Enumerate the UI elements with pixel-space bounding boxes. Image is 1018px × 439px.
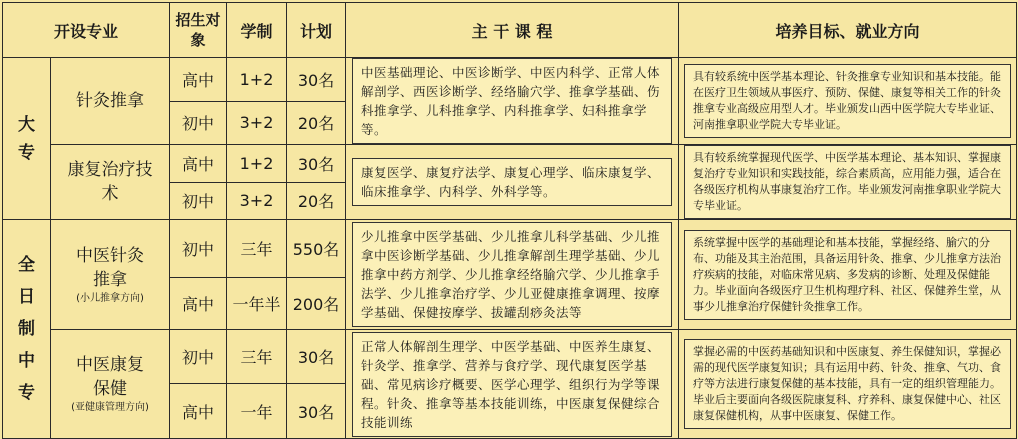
length-cell: 1+2 bbox=[227, 145, 287, 183]
target-cell: 高中 bbox=[170, 145, 227, 183]
length-cell: 3+2 bbox=[227, 101, 287, 145]
target-cell: 初中 bbox=[170, 220, 227, 278]
length-cell: 3+2 bbox=[227, 182, 287, 220]
category-zhongzhuan: 全日制中专 bbox=[3, 220, 51, 439]
target-cell: 初中 bbox=[170, 182, 227, 220]
goals-acupuncture: 具有较系统中医学基本理论、针灸推拿专业知识和基本技能。能在医疗卫生领域从事医疗、预防、保健、康复等相关工作的针灸推拿专业高级应用型人才。毕业颁发山西中医学院大专毕业证、河南推拿职业学院大专毕业证。 bbox=[684, 64, 1011, 138]
target-cell: 高中 bbox=[170, 278, 227, 330]
target-cell: 高中 bbox=[170, 384, 227, 439]
major-acupuncture: 针灸推拿 bbox=[51, 58, 170, 145]
courses-tcm-acupuncture: 少儿推拿中医学基础、少儿推拿儿科学基础、少儿推拿中医诊断学基础、少儿推拿解剖生理学基础、少儿推拿中药方剂学、少儿推拿经络腧穴学、少儿推拿手法学、少儿推拿治疗学、少儿亚健康推拿调理、按摩学基础、保健按摩学、拔罐刮痧灸法等 bbox=[352, 222, 672, 327]
table-row bbox=[3, 220, 1017, 278]
plan-cell: 20名 bbox=[287, 182, 346, 220]
header-length: 学制 bbox=[227, 3, 287, 58]
plan-cell: 30名 bbox=[287, 145, 346, 183]
major-rehab-tech: 康复治疗技术 bbox=[51, 145, 170, 220]
length-cell: 1+2 bbox=[227, 58, 287, 102]
length-cell: 三年 bbox=[227, 220, 287, 278]
header-courses: 主 干 课 程 bbox=[346, 3, 679, 58]
goals-tcm-rehab: 掌握必需的中医药基础知识和中医康复、养生保健知识，掌握必需的现代医学康复知识；具有运用中药、针灸、推拿、气功、食疗等方法进行康复保健的基本技能，具有一定的组织管理能力。毕业后主要面向各级医院康复科、疗养科、康复保健中心、社区康复保健机构，从事中医康复、保健工作。 bbox=[684, 339, 1011, 429]
length-cell: 一年 bbox=[227, 384, 287, 439]
header-goals: 培养目标、就业方向 bbox=[679, 3, 1017, 58]
major-tcm-acupuncture: 中医针灸推拿 (小儿推拿方向) bbox=[51, 220, 170, 330]
target-cell: 初中 bbox=[170, 330, 227, 384]
header-target: 招生对象 bbox=[170, 3, 227, 58]
plan-cell: 30名 bbox=[287, 384, 346, 439]
plan-cell: 20名 bbox=[287, 101, 346, 145]
courses-tcm-rehab: 正常人体解剖生理学、中医学基础、中医养生康复、针灸学、推拿学、营养与食疗学、现代康复医学基础、常见病诊疗概要、医学心理学、组织行为学等课程。针灸、推拿等基本技能训练，中医康复保健综合技能训练 bbox=[352, 332, 672, 437]
curriculum-table bbox=[2, 2, 1017, 439]
major-tcm-rehab: 中医康复保健 (亚健康管理方向) bbox=[51, 330, 170, 439]
courses-acupuncture: 中医基础理论、中医诊断学、中医内科学、正常人体解剖学、西医诊断学、经络腧穴学、推拿学基础、伤科推拿学、儿科推拿学、内科推拿学、妇科推拿学等。 bbox=[352, 58, 672, 144]
goals-tcm-acupuncture: 系统掌握中医学的基础理论和基本技能，掌握经络、腧穴的分布、功能及其主治范围，具备运用针灸、推拿、少儿推拿方法治疗疾病的技能，对临床常见病、多发病的诊断、处理及保健能力。毕业面向各级医疗卫生机构理疗科、社区、保健养生堂，从事少儿推拿治疗保健针灸推拿工作。 bbox=[684, 230, 1011, 320]
header-major: 开设专业 bbox=[3, 3, 170, 58]
header-row bbox=[3, 3, 1017, 58]
category-dazhuan: 大专 bbox=[3, 58, 51, 220]
goals-rehab-tech: 具有较系统掌握现代医学、中医学基本理论、基本知识、掌握康复治疗专业知识和实践技能，综合素质高，应用能力强，适合在各级医疗机构从事康复治疗工作。毕业颁发河南推拿职业学院大专毕业证。 bbox=[684, 145, 1011, 219]
target-cell: 初中 bbox=[170, 101, 227, 145]
table-row bbox=[3, 58, 1017, 102]
major-tcm-rehab-sub: (亚健康管理方向) bbox=[71, 402, 149, 413]
length-cell: 一年半 bbox=[227, 278, 287, 330]
table-row bbox=[3, 330, 1017, 384]
courses-rehab-tech: 康复医学、康复疗法学、康复心理学、临床康复学、临床推拿学、内科学、外科学等。 bbox=[352, 158, 672, 206]
plan-cell: 200名 bbox=[287, 278, 346, 330]
target-cell: 高中 bbox=[170, 58, 227, 102]
header-plan: 计划 bbox=[287, 3, 346, 58]
plan-cell: 550名 bbox=[287, 220, 346, 278]
major-tcm-acupuncture-sub: (小儿推拿方向) bbox=[76, 292, 144, 304]
plan-cell: 30名 bbox=[287, 330, 346, 384]
length-cell: 三年 bbox=[227, 330, 287, 384]
plan-cell: 30名 bbox=[287, 58, 346, 102]
table-row bbox=[3, 145, 1017, 183]
